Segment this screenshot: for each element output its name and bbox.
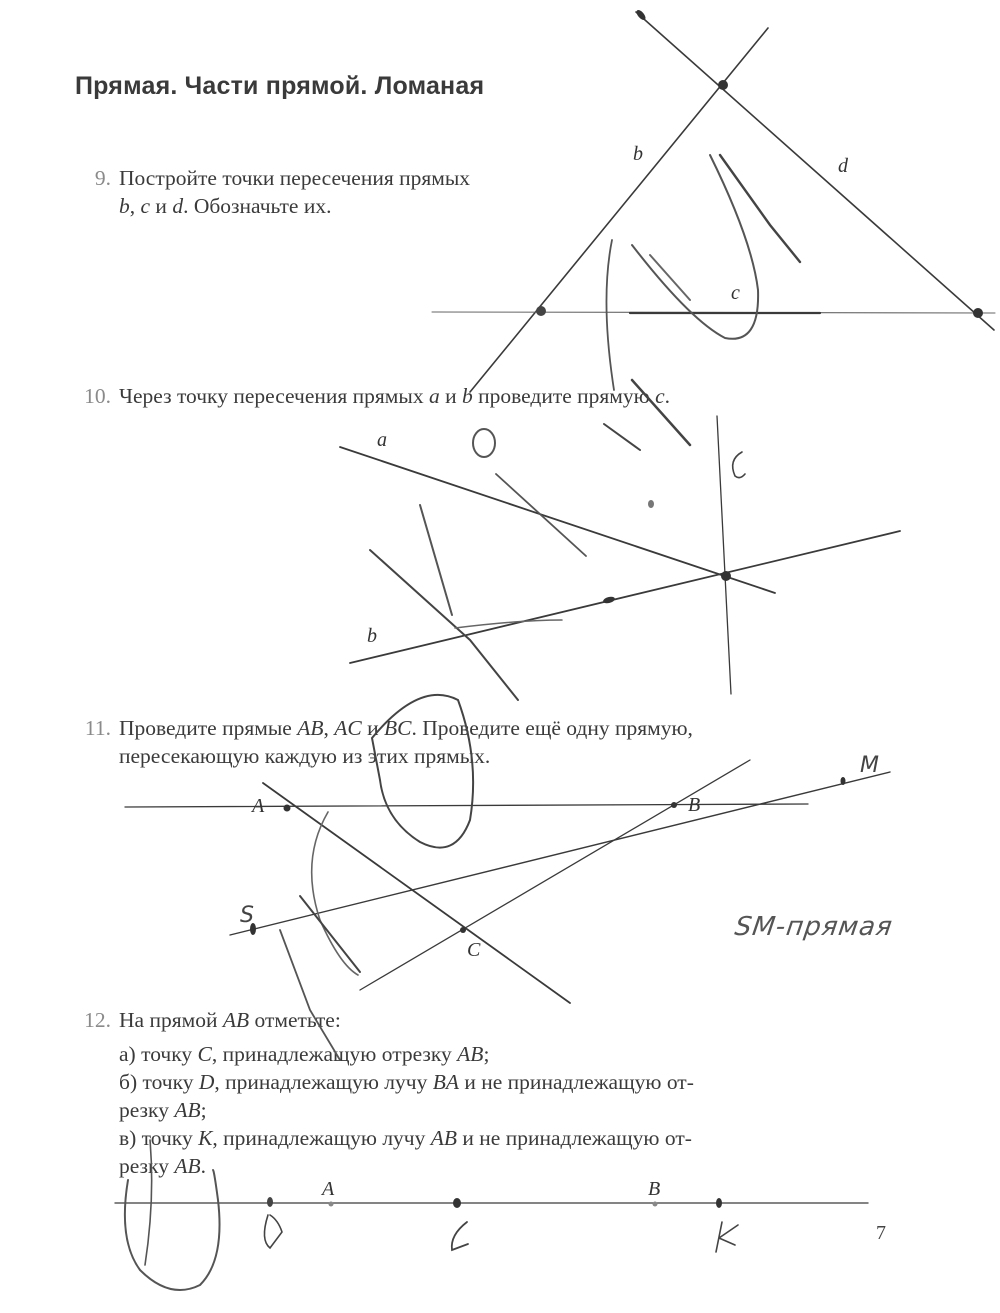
handwritten-c	[452, 1222, 468, 1250]
handwritten-o	[473, 429, 495, 457]
math-var: BA	[432, 1070, 459, 1094]
line-ab	[125, 804, 808, 807]
handwritten-d	[264, 1215, 282, 1248]
text: .	[664, 384, 671, 408]
handwritten-label-s: S	[240, 903, 254, 928]
point-b	[671, 802, 677, 808]
point-c	[453, 1198, 461, 1208]
math-var: AB	[174, 1154, 201, 1178]
text: ;	[200, 1098, 207, 1122]
text: Проведите прямые	[119, 716, 298, 740]
point-b	[653, 1202, 658, 1207]
line-sm	[230, 772, 890, 935]
pencil-dot	[648, 500, 654, 508]
text: а) точку	[119, 1042, 198, 1066]
math-var: c	[655, 384, 665, 408]
pencil-scribble	[650, 255, 690, 300]
math-var: AB	[430, 1126, 458, 1150]
point-k	[716, 1198, 722, 1208]
label-c: c	[731, 282, 740, 304]
pencil-scribble-oval	[372, 695, 473, 848]
text: и не принадлежащую от-	[457, 1126, 692, 1150]
intersection-point-bc	[536, 306, 546, 316]
point-a	[329, 1202, 334, 1207]
task-number: 11.	[84, 716, 111, 740]
pencil-scribble	[312, 812, 358, 975]
math-var: K	[198, 1126, 213, 1150]
text: . Обозначьте их.	[183, 194, 332, 218]
label-b: b	[367, 625, 377, 647]
pencil-mark	[602, 596, 615, 605]
text: ,	[323, 716, 335, 740]
label-a: A	[252, 795, 265, 817]
text: б) точку	[119, 1070, 199, 1094]
task-number: 10.	[84, 384, 111, 408]
math-var: a	[428, 384, 440, 408]
task-number: 9.	[94, 166, 111, 190]
text: , принадлежащую отрезку	[211, 1042, 458, 1066]
point-d	[267, 1197, 273, 1207]
label-b: B	[648, 1178, 661, 1200]
handwritten-c	[733, 452, 745, 478]
text: и	[150, 194, 173, 218]
text: в) точку	[119, 1126, 199, 1150]
intersection-point-ab	[721, 571, 731, 581]
text: Через точку пересечения прямых	[119, 384, 429, 408]
pencil-scribble	[280, 930, 340, 1060]
text: отметьте:	[249, 1008, 341, 1032]
label-d: d	[838, 155, 848, 177]
point-c	[460, 927, 466, 933]
handwritten-label-m: M	[860, 753, 879, 778]
math-var: C	[197, 1042, 212, 1066]
figure-11	[125, 695, 890, 1060]
point-m	[841, 777, 846, 785]
line-a	[340, 447, 775, 593]
text: .	[200, 1154, 206, 1178]
pencil-scribble	[604, 424, 640, 450]
text: и	[439, 384, 462, 408]
math-var: AC	[334, 716, 362, 740]
label-c: C	[467, 939, 481, 961]
math-var: AB	[297, 716, 324, 740]
pencil-scribble	[632, 380, 690, 445]
text: проведите прямую	[472, 384, 656, 408]
page-title: Прямая. Части прямой. Ломаная	[75, 72, 485, 100]
task-text-line: Постройте точки пересечения прямых	[119, 166, 471, 190]
text: , принадлежащую лучу	[214, 1070, 433, 1094]
intersection-point-bd	[718, 80, 728, 90]
handwritten-k	[716, 1222, 738, 1252]
pencil-scribble	[720, 155, 800, 262]
text: , принадлежащую лучу	[212, 1126, 431, 1150]
label-a: a	[377, 429, 387, 451]
text: и	[361, 716, 384, 740]
math-var: BC	[383, 716, 412, 740]
pencil-scribble-oval	[125, 1170, 220, 1290]
task-number: 12.	[84, 1008, 111, 1032]
text: и не принадлежащую от-	[459, 1070, 694, 1094]
math-var: d	[172, 194, 184, 218]
math-var: AB	[457, 1042, 484, 1066]
math-var: D	[198, 1070, 215, 1094]
point-a	[284, 805, 291, 812]
pencil-scribble	[496, 474, 586, 556]
math-var: b	[461, 384, 473, 408]
pencil-scribble	[606, 240, 614, 390]
line-d	[636, 12, 994, 330]
math-var: AB	[222, 1008, 250, 1032]
label-b: b	[633, 143, 643, 165]
page-number: 7	[876, 1222, 886, 1244]
figure-9	[432, 8, 995, 445]
text: резку	[119, 1098, 175, 1122]
text: На прямой	[119, 1008, 223, 1032]
text: . Проведите ещё одну прямую,	[411, 716, 693, 740]
handwritten-note: SM-прямая	[732, 912, 895, 942]
line-c	[717, 416, 731, 694]
task-text-line: пересекающую каждую из этих прямых.	[119, 744, 491, 768]
pencil-scribble	[300, 896, 360, 972]
text: ;	[483, 1042, 490, 1066]
math-var: AB	[174, 1098, 201, 1122]
text: ,	[129, 194, 141, 218]
math-var: b	[119, 194, 130, 218]
math-var: c	[140, 194, 151, 218]
label-a: A	[322, 1178, 335, 1200]
pencil-scribble	[455, 620, 562, 628]
intersection-point-cd	[973, 308, 983, 318]
text: резку	[119, 1154, 175, 1178]
label-b: B	[688, 794, 701, 816]
figure-10	[340, 416, 900, 700]
figure-12	[115, 1140, 868, 1290]
pencil-scribble	[370, 550, 518, 700]
